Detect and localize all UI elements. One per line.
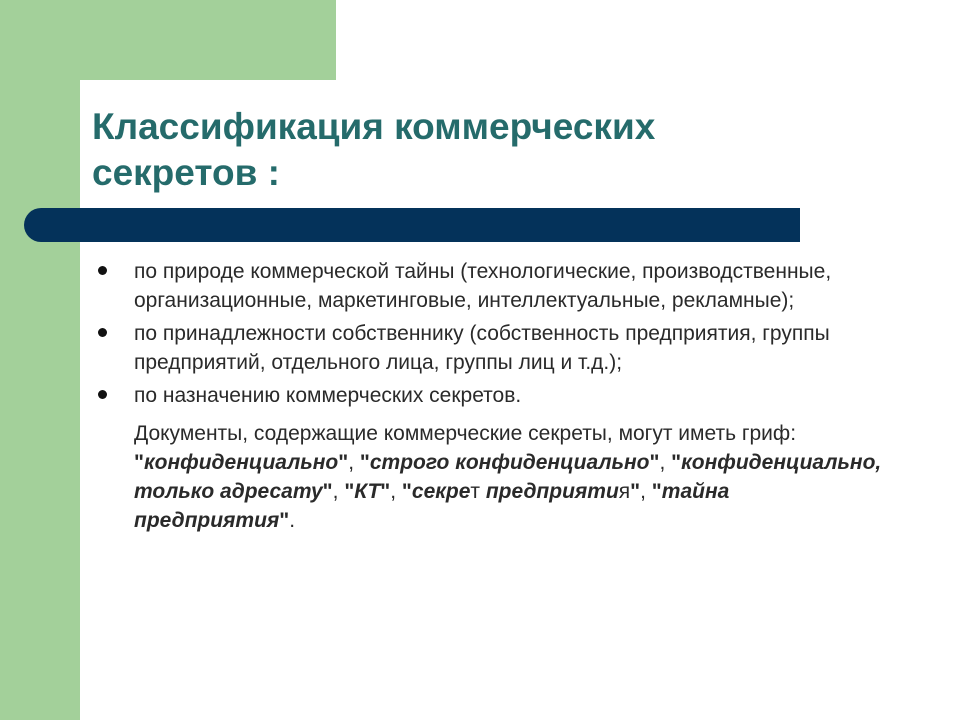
green-side-bar	[0, 0, 80, 720]
bullet-item	[98, 257, 888, 315]
quote-mark: "	[344, 480, 355, 503]
slide-title-line: Классификация коммерческих	[92, 106, 656, 147]
quote-mark: "	[338, 451, 349, 474]
paragraph-end: .	[289, 509, 296, 532]
bullet-text: по назначению коммерческих секретов.	[134, 384, 522, 407]
stamp-label: тайна предприятия	[134, 480, 730, 532]
quote-mark: "	[359, 451, 370, 474]
paragraph-intro: Документы, содержащие коммерческие секреты, могут иметь гриф:	[134, 422, 797, 445]
separator: ,	[659, 451, 672, 474]
bullet-text: по природе коммерческой тайны (технологические, производственные, организационные, маркетинговые, интеллектуальные, рекламные);	[134, 260, 832, 312]
stamp-label: конфиденциально, только адресату	[134, 451, 882, 503]
title-divider-bar	[24, 208, 800, 242]
separator: ,	[390, 480, 402, 503]
quote-mark: "	[651, 480, 662, 503]
stamp-label-part: секре	[411, 480, 471, 503]
bullet-dot-icon	[98, 390, 107, 399]
stamp-label-part: предприяти	[485, 480, 619, 503]
quote-mark: "	[401, 480, 412, 503]
slide-content	[98, 257, 888, 535]
bullet-dot-icon	[98, 328, 107, 337]
stamp-label-part: я	[618, 480, 631, 503]
separator: ,	[640, 480, 652, 503]
classification-paragraph	[98, 419, 888, 535]
quote-mark: "	[380, 480, 391, 503]
separator: ,	[332, 480, 345, 503]
quote-mark: "	[630, 480, 641, 503]
bullet-item	[98, 319, 888, 377]
quote-mark: "	[134, 451, 144, 474]
stamp-label: конфиденциально	[143, 451, 339, 474]
bullet-item	[98, 381, 888, 410]
slide-title-line: секретов :	[92, 152, 280, 193]
stamp-label: КТ	[354, 480, 381, 503]
quote-mark: "	[322, 480, 333, 503]
green-top-bar	[80, 0, 336, 80]
separator: ,	[348, 451, 360, 474]
stamp-label: строго конфиденциально	[369, 451, 650, 474]
bullet-text: по принадлежности собственнику (собственность предприятия, группы предприятий, отдельного лица, группы лиц и т.д.);	[134, 322, 830, 374]
quote-mark: "	[649, 451, 660, 474]
quote-mark: "	[279, 509, 290, 532]
slide-title	[92, 104, 812, 196]
bullet-dot-icon	[98, 266, 107, 275]
quote-mark: "	[671, 451, 682, 474]
stamp-label-part: т	[470, 480, 486, 503]
